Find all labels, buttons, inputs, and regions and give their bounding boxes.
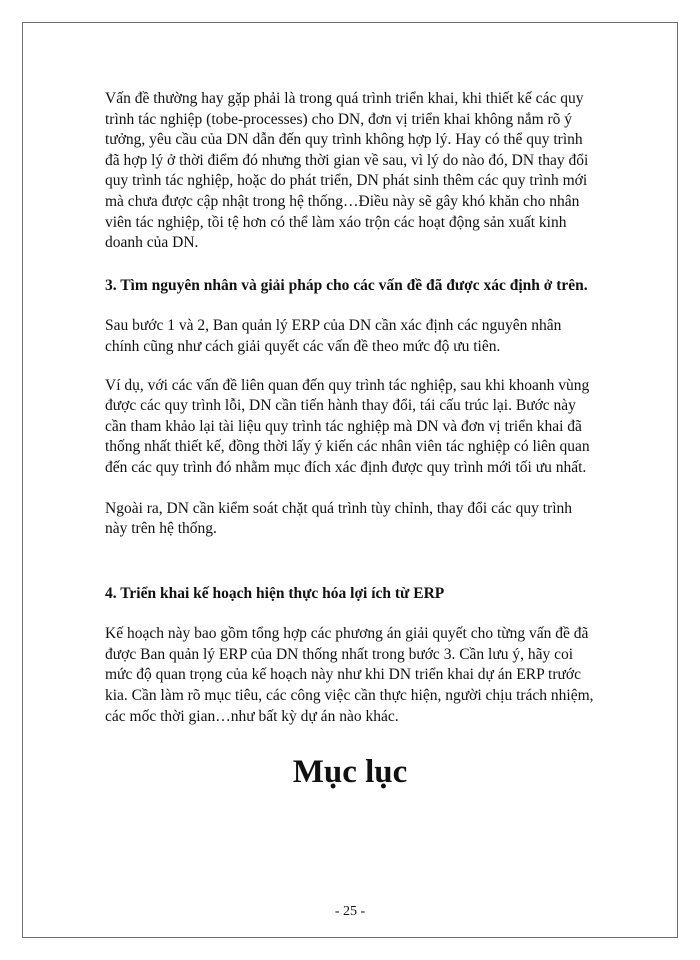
paragraph-control-customization: Ngoài ra, DN cần kiểm soát chặt quá trình tùy chỉnh, thay đổi các quy trình này trên hệ thống. bbox=[105, 499, 573, 538]
paragraph-plan: Kế hoạch này bao gồm tổng hợp các phương án giải quyết cho từng vấn đề đã được Ban quản lý ERP của DN thống nhất trong bước 3. Cần lưu ý, hãy coi mức độ quan trọng của kế hoạch này như khi DN triển khai dự án ERP trước kia. Cần làm rõ mục tiêu, các công việc cần thực hiện, người chịu trách nhiệm, các mốc thời gian…như bất kỳ dự án nào khác. bbox=[105, 625, 594, 725]
paragraph-after-steps: Sau bước 1 và 2, Ban quản lý ERP của DN cần xác định các nguyên nhân chính cũng như cách giải quyết các vấn đề theo mức độ ưu tiên. bbox=[105, 317, 562, 355]
table-of-contents-title: Mục lục bbox=[292, 754, 408, 790]
heading-step-3: 3. Tìm nguyên nhân và giải pháp cho các vấn đề đã được xác định ở trên. bbox=[105, 276, 588, 294]
document-body bbox=[105, 89, 595, 727]
page-number: - 25 - bbox=[334, 904, 366, 919]
heading-step-4: 4. Triển khai kế hoạch hiện thực hóa lợi ích từ ERP bbox=[105, 584, 445, 602]
paragraph-example: Ví dụ, với các vấn đề liên quan đến quy trình tác nghiệp, sau khi khoanh vùng được các quy trình lỗi, DN cần tiến hành thay đổi, tái cấu trúc lại. Bước này cần tham khảo lại tài liệu quy trình tác nghiệp mà DN và đơn vị triển khai đã thống nhất thiết kế, đồng thời lấy ý kiến các nhân viên tác nghiệp có liên quan đến các quy trình đó nhằm mục đích xác định được quy trình mới tối ưu nhất. bbox=[105, 376, 590, 476]
paragraph-process-issues: Vấn đề thường hay gặp phải là trong quá trình triển khai, khi thiết kế các quy trình tác nghiệp (tobe-processes) cho DN, đơn vị triển khai không nắm rõ ý tưởng, yêu cầu của DN dẫn đến quy trình không hợp lý. Hay có thể quy trình đã hợp lý ở thời điểm đó nhưng thời gian về sau, vì lý do nào đó, DN thay đổi quy trình tác nghiệp, hoặc do phát triển, DN phát sinh thêm các quy trình mới mà chưa được cập nhật trong hệ thống…Điều này sẽ gây khó khăn cho nhân viên tác nghiệp, tồi tệ hơn có thể làm xáo trộn các hoạt động sản xuất kinh doanh của DN. bbox=[105, 90, 589, 252]
